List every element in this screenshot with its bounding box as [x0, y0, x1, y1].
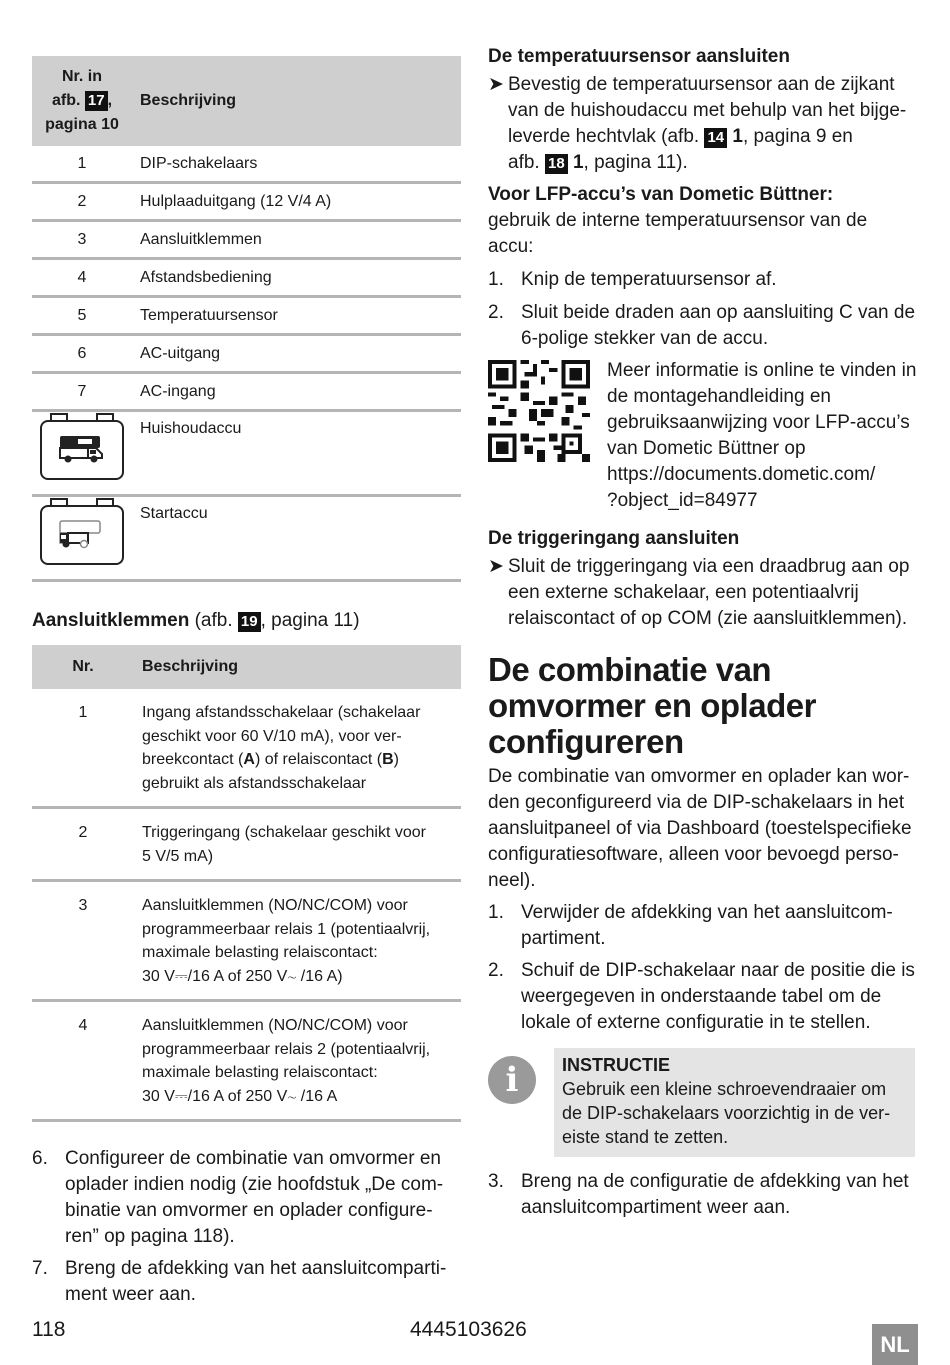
qr-code-icon	[488, 360, 590, 462]
step-line: Breng na de configuratie de afdekking van het	[521, 1171, 909, 1192]
row-nr: 3	[32, 221, 132, 259]
desc-line: 30 V⎓/16 A of 250 V∼ /16 A)	[142, 967, 343, 985]
step-line: oplader indien nodig (zie hoofdstuk „De com-	[65, 1174, 444, 1195]
desc-line: 30 V⎓/16 A of 250 V∼ /16 A	[142, 1087, 338, 1105]
item-number: 1	[567, 152, 584, 173]
step-number: 2.	[488, 960, 504, 981]
figure-badge: 17	[85, 91, 108, 111]
header-description: Beschrijving	[134, 645, 461, 689]
table-row	[32, 297, 461, 335]
header-nr-fig-suffix: ,	[107, 92, 113, 109]
aansluitklemmen-heading	[32, 608, 461, 634]
instruction-line: een externe schakelaar, een potentiaalvrij	[508, 582, 859, 603]
page-number: 118	[32, 1318, 66, 1341]
info-line: Meer informatie is online te vinden in	[607, 360, 917, 381]
desc-line: programmeerbaar relais 1 (potentiaalvrij,	[142, 920, 431, 938]
info-line: van Dometic Büttner op	[607, 438, 806, 459]
chapter-title-line: De combinatie van	[488, 651, 772, 688]
desc-line: gebruikt als afstandsschakelaar	[142, 774, 367, 792]
row-desc: AC-uitgang	[132, 335, 461, 373]
info-line: de montagehandleiding en	[607, 386, 831, 407]
aansluitklemmen-ref-suffix: , pagina 11)	[260, 610, 360, 631]
figure-badge: 19	[238, 612, 261, 632]
qr-info-block	[488, 358, 918, 514]
config-steps-list	[488, 900, 918, 1036]
step-line: ren” op pagina 118).	[65, 1226, 235, 1247]
step-line: 6-polige stekker van de accu.	[521, 328, 769, 349]
table-row	[32, 146, 461, 183]
note-text	[562, 1077, 907, 1149]
household-battery-icon	[40, 420, 124, 480]
instruction-line: leverde hechtvlak (afb.	[508, 126, 705, 147]
step-number: 2.	[488, 302, 504, 323]
table-row	[32, 335, 461, 373]
right-column	[488, 46, 918, 1221]
list-item	[488, 1169, 918, 1221]
header-nr-line3: pagina 10	[45, 116, 119, 133]
config-steps-list-continued	[488, 1169, 918, 1221]
paragraph-line: gebruik de interne temperatuursensor van de	[488, 210, 868, 231]
step-line: Configureer de combinatie van omvormer en	[65, 1148, 441, 1169]
desc-line: Aansluitklemmen (NO/NC/COM) voor	[142, 1017, 408, 1034]
instruction-line: van de huishoudaccu met behulp van het bijge-	[508, 100, 907, 121]
terminals-table	[32, 645, 461, 1122]
chapter-title-line: configureren	[488, 723, 684, 760]
paragraph-line: den geconfigureerd via de DIP-schakelaars in het	[488, 792, 905, 813]
table-row	[32, 496, 461, 581]
row-nr: 6	[32, 335, 132, 373]
row-desc	[134, 881, 461, 1001]
step-number: 6.	[32, 1148, 48, 1169]
step-line: binatie van omvormer en oplader configure-	[65, 1200, 433, 1221]
row-desc	[134, 1001, 461, 1121]
paragraph-line: De combinatie van omvormer en oplader kan wor-	[488, 766, 910, 787]
row-desc: DIP-schakelaars	[132, 146, 461, 183]
step-number: 3.	[488, 1171, 504, 1192]
row-desc: Huishoudaccu	[132, 411, 461, 496]
row-nr: 4	[32, 259, 132, 297]
lfp-paragraph	[488, 182, 918, 260]
table-row	[32, 259, 461, 297]
desc-line: maximale belasting relaiscontact:	[142, 1064, 378, 1081]
note-box	[554, 1048, 915, 1157]
note-line: de DIP-schakelaars voorzichtig in de ver-	[562, 1103, 891, 1123]
desc-line: Ingang afstandsschakelaar (schakelaar	[142, 704, 421, 721]
step-number: 1.	[488, 902, 504, 923]
header-nr-line1: Nr. in	[61, 68, 102, 85]
info-icon: i	[488, 1056, 536, 1104]
contact-b-label: B	[382, 751, 394, 768]
qr-info-text	[607, 358, 916, 514]
list-item	[32, 1146, 461, 1250]
figure-badge: 14	[704, 128, 727, 148]
row-desc: Temperatuursensor	[132, 297, 461, 335]
step-number: 1.	[488, 269, 504, 290]
step-number: 7.	[32, 1258, 48, 1279]
step-line: aansluitcompartiment weer aan.	[521, 1197, 791, 1218]
header-nr	[32, 56, 132, 146]
step-line: Sluit beide draden aan op aansluiting C van de	[521, 302, 916, 323]
list-item	[488, 958, 918, 1036]
lfp-heading: Voor LFP-accu’s van Dometic Büttner:	[488, 184, 834, 205]
table-row	[32, 373, 461, 411]
aansluitklemmen-title: Aansluitklemmen	[32, 610, 190, 631]
desc-line: programmeerbaar relais 2 (potentiaalvrij,	[142, 1040, 431, 1058]
row-desc: Afstandsbediening	[132, 259, 461, 297]
row-nr: 2	[32, 808, 134, 881]
paragraph-line: configuratiesoftware, alleen voor bevoegd perso-	[488, 844, 899, 865]
desc-line: Triggeringang (schakelaar geschikt voor	[142, 824, 426, 841]
table-header	[32, 56, 461, 146]
instruction-line: Sluit de triggeringang via een draadbrug aan op	[508, 556, 910, 577]
header-nr: Nr.	[32, 645, 134, 689]
desc-line: Aansluitklemmen (NO/NC/COM) voor	[142, 897, 408, 914]
table-header	[32, 645, 461, 689]
components-table	[32, 56, 461, 582]
instruction-item	[488, 72, 918, 176]
chapter-title	[488, 652, 918, 760]
row-icon-cell	[32, 496, 132, 581]
table-row	[32, 221, 461, 259]
desc-line: geschikt voor 60 V/10 mA), voor ver-	[142, 727, 402, 745]
section-heading: De temperatuursensor aansluiten	[488, 46, 790, 67]
language-tab: NL	[872, 1324, 918, 1365]
step-line: ment weer aan.	[65, 1284, 196, 1305]
instruction-line: afb.	[508, 152, 545, 173]
table-row	[32, 689, 461, 808]
paragraph-line: accu:	[488, 236, 534, 257]
instruction-line: , pagina 9 en	[743, 126, 853, 147]
arrow-icon: ➤	[488, 556, 504, 577]
instruction-item	[488, 554, 918, 632]
list-item	[488, 300, 918, 352]
item-number: 1	[727, 126, 743, 147]
table-row	[32, 881, 461, 1001]
info-url: ?object_id=84977	[607, 490, 758, 511]
note-title: INSTRUCTIE	[562, 1055, 670, 1075]
instruction-line: relaiscontact of op COM (zie aansluitklemmen).	[508, 608, 908, 629]
left-steps-list	[32, 1146, 461, 1308]
desc-line: 5 V/5 mA)	[142, 847, 214, 865]
chapter-title-line: omvormer en oplader	[488, 687, 816, 724]
document-number: 4445103626	[410, 1318, 527, 1341]
row-nr: 3	[32, 881, 134, 1001]
left-column	[32, 56, 461, 1308]
row-icon-cell	[32, 411, 132, 496]
desc-line: ) of relaiscontact (	[254, 751, 383, 768]
desc-line: )	[393, 751, 399, 768]
step-line: partiment.	[521, 928, 606, 949]
contact-a-label: A	[243, 751, 255, 768]
list-item	[32, 1256, 461, 1308]
figure-badge: 18	[545, 154, 568, 174]
row-nr: 7	[32, 373, 132, 411]
step-line: Verwijder de afdekking van het aansluitcom-	[521, 902, 893, 923]
step-line: Knip de temperatuursensor af.	[521, 269, 777, 290]
row-nr: 2	[32, 183, 132, 221]
instruction-line: Bevestig de temperatuursensor aan de zijkant	[508, 74, 895, 95]
table-row	[32, 1001, 461, 1121]
row-nr: 5	[32, 297, 132, 335]
row-nr: 1	[32, 146, 132, 183]
row-nr: 1	[32, 689, 134, 808]
row-nr: 4	[32, 1001, 134, 1121]
row-desc	[134, 689, 461, 808]
aansluitklemmen-ref-prefix: (afb.	[189, 610, 238, 631]
header-nr-fig-prefix: afb.	[51, 92, 85, 109]
instruction-note	[488, 1048, 918, 1157]
row-desc: Startaccu	[132, 496, 461, 581]
list-item	[488, 900, 918, 952]
info-url: https://documents.dometic.com/	[607, 464, 876, 485]
desc-line: breekcontact (	[142, 751, 244, 768]
row-desc: AC-ingang	[132, 373, 461, 411]
step-line: lokale of externe configuratie in te stellen.	[521, 1012, 871, 1033]
row-desc: Hulplaaduitgang (12 V/4 A)	[132, 183, 461, 221]
row-desc: Aansluitklemmen	[132, 221, 461, 259]
arrow-icon: ➤	[488, 74, 504, 95]
step-line: weergegeven in onderstaande tabel om de	[521, 986, 882, 1007]
lfp-steps-list	[488, 267, 918, 352]
desc-line: maximale belasting relaiscontact:	[142, 944, 378, 961]
step-line: Schuif de DIP-schakelaar naar de positie die is	[521, 960, 915, 981]
step-line: Breng de afdekking van het aansluitcomparti-	[65, 1258, 447, 1279]
list-item	[488, 267, 918, 293]
intro-paragraph	[488, 764, 918, 894]
table-row	[32, 183, 461, 221]
header-description: Beschrijving	[132, 56, 461, 146]
row-desc	[134, 808, 461, 881]
info-line: gebruiksaanwijzing voor LFP-accu’s	[607, 412, 910, 433]
paragraph-line: neel).	[488, 870, 536, 891]
note-line: Gebruik een kleine schroevendraaier om	[562, 1079, 887, 1099]
section-heading: De triggeringang aansluiten	[488, 528, 740, 549]
paragraph-line: aansluitpaneel of via Dashboard (toestelspecifieke	[488, 818, 912, 839]
instruction-line: , pagina 11).	[583, 152, 688, 173]
note-line: eiste stand te zetten.	[562, 1127, 729, 1147]
starter-battery-icon	[40, 505, 124, 565]
table-row	[32, 808, 461, 881]
table-row	[32, 411, 461, 496]
